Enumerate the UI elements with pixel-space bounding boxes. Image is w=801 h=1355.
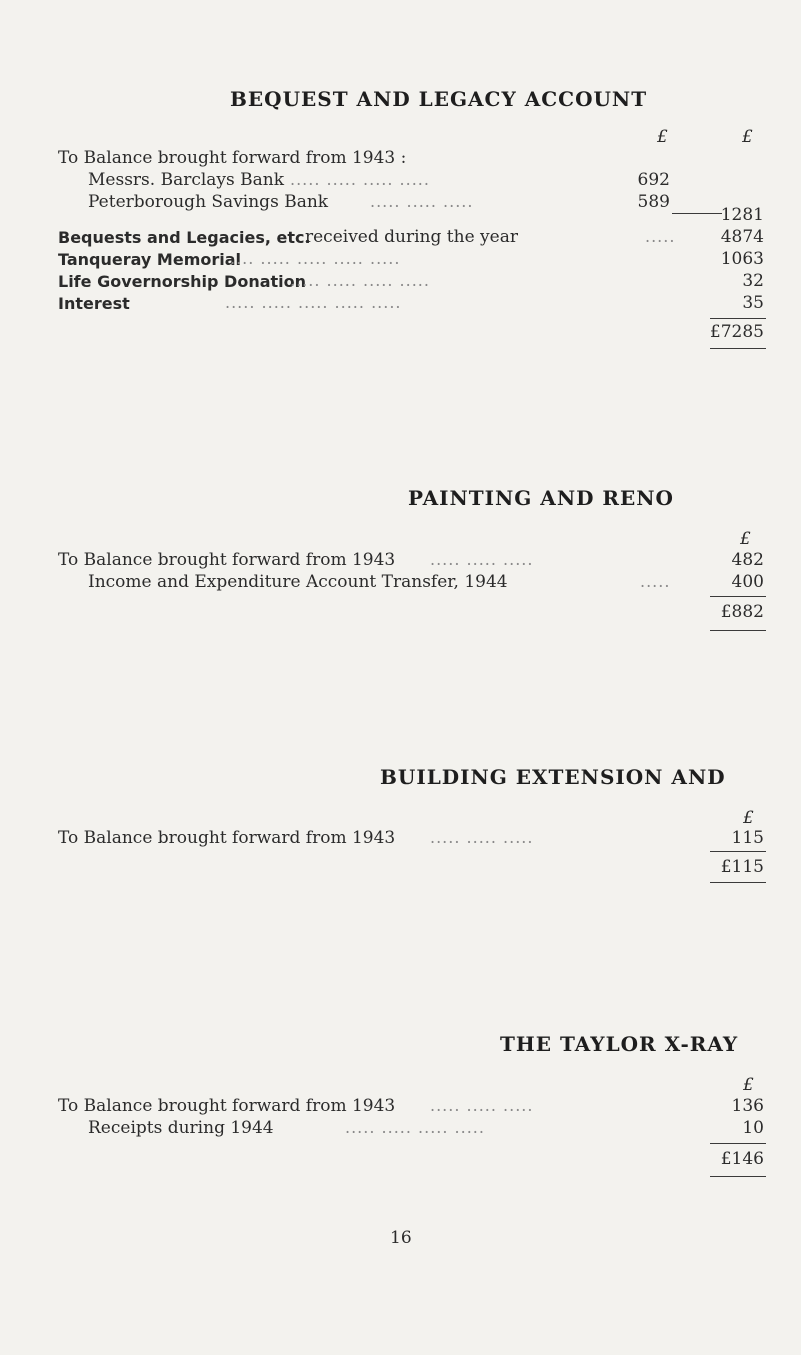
leader-dots: ..... ..... ..... <box>430 550 534 569</box>
bequest-brought-forward-label: To Balance brought forward from 1943 : <box>58 148 407 168</box>
painting-symbol: £ <box>740 529 751 549</box>
bequest-subtotal: 1281 <box>720 205 764 225</box>
painting-balance-amount: 482 <box>731 550 764 570</box>
xray-receipts-amount: 10 <box>742 1118 764 1138</box>
bequest-bequests-amount: 4874 <box>720 227 764 247</box>
bequest-col2-symbol: £ <box>742 127 753 147</box>
building-heading: BUILDING EXTENSION AND <box>380 765 726 789</box>
total-double-rule <box>710 1176 766 1177</box>
bequest-tanqueray-label: Tanqueray Memorial <box>58 250 242 269</box>
leader-dots: ..... <box>645 227 676 246</box>
total-rule <box>710 1143 766 1144</box>
leader-dots: ..... ..... ..... ..... <box>290 271 430 290</box>
building-total: £115 <box>720 857 764 877</box>
building-balance-amount: 115 <box>731 828 764 848</box>
bequest-life-governorship-amount: 32 <box>742 271 764 291</box>
xray-symbol: £ <box>743 1075 754 1095</box>
painting-transfer-label: Income and Expenditure Account Transfer, 1944 <box>88 572 508 592</box>
bequest-life-governorship-label: Life Governorship Donation <box>58 272 307 291</box>
xray-balance-label: To Balance brought forward from 1943 <box>58 1096 396 1116</box>
bequest-interest-amount: 35 <box>742 293 764 313</box>
xray-total: £146 <box>720 1149 764 1169</box>
leader-dots: ..... ..... ..... ..... <box>345 1118 485 1137</box>
leader-dots: ..... ..... ..... <box>370 192 474 211</box>
xray-balance-amount: 136 <box>731 1096 764 1116</box>
page-number: 16 <box>390 1228 412 1248</box>
bequest-bequests-label: Bequests and Legacies, etc. <box>58 228 311 247</box>
bequest-peterborough-label: Peterborough Savings Bank <box>88 192 329 212</box>
leader-dots: ..... <box>640 572 671 591</box>
leader-dots: ..... ..... ..... <box>430 828 534 847</box>
bequest-interest-label: Interest <box>58 294 130 313</box>
leader-dots: .... ..... ..... ..... ..... <box>230 249 401 268</box>
bequest-total: £7285 <box>709 322 764 342</box>
total-rule <box>710 318 766 319</box>
bequest-barclays-amount: 692 <box>637 170 670 190</box>
total-rule <box>710 851 766 852</box>
leader-dots: ..... ..... ..... ..... ..... <box>225 293 402 312</box>
bequest-col1-symbol: £ <box>657 127 668 147</box>
total-rule <box>710 596 766 597</box>
painting-total: £882 <box>720 602 764 622</box>
xray-heading: THE TAYLOR X-RAY <box>500 1032 739 1056</box>
building-symbol: £ <box>743 808 754 828</box>
leader-dots: ..... ..... ..... ..... <box>290 170 430 189</box>
painting-heading: PAINTING AND RENO <box>408 486 674 510</box>
bequest-heading: BEQUEST AND LEGACY ACCOUNT <box>230 87 648 111</box>
total-double-rule <box>710 348 766 349</box>
painting-transfer-amount: 400 <box>731 572 764 592</box>
leader-dots: ..... ..... ..... <box>430 1096 534 1115</box>
total-double-rule <box>710 630 766 631</box>
bequest-barclays-label: Messrs. Barclays Bank <box>88 170 285 190</box>
total-double-rule <box>710 882 766 883</box>
bequest-peterborough-amount: 589 <box>637 192 670 212</box>
building-balance-label: To Balance brought forward from 1943 <box>58 828 396 848</box>
bequest-bequests-rest: received during the year <box>305 227 518 247</box>
xray-receipts-label: Receipts during 1944 <box>88 1118 274 1138</box>
painting-balance-label: To Balance brought forward from 1943 <box>58 550 396 570</box>
bequest-tanqueray-amount: 1063 <box>720 249 764 269</box>
